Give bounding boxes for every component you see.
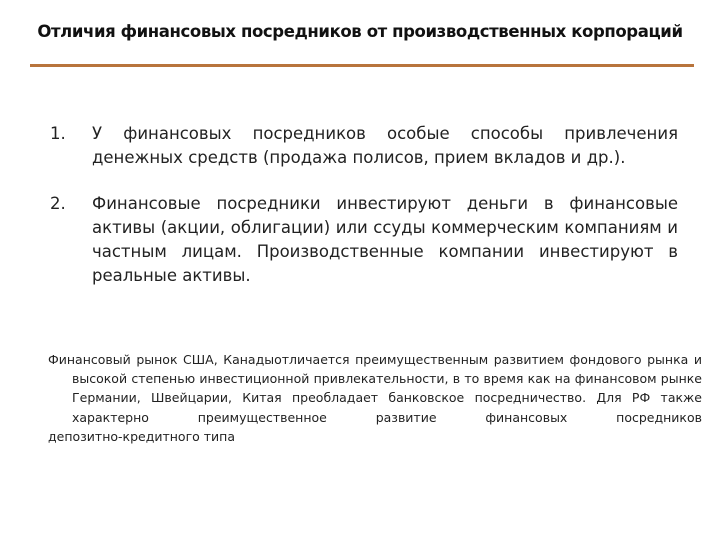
list-item <box>50 192 678 288</box>
list-item <box>50 122 678 170</box>
list-item-number: 2. <box>50 194 66 213</box>
list-item-text: У финансовых посредников особые способы привлечения денежных средств (продажа полисов, прием вкладов и др.). <box>92 124 678 167</box>
market-note <box>48 350 702 446</box>
list-item-text: Финансовые посредники инвестируют деньги в финансовые активы (акции, облигации) или ссуды коммерческим компаниям и частным лицам. Производственные компании инвестируют в реальные активы. <box>92 194 678 285</box>
market-note-last-line: депозитно-кредитного типа <box>48 428 236 444</box>
list-item-number: 1. <box>50 124 66 143</box>
title-divider <box>30 64 694 67</box>
slide-title: Отличия финансовых посредников от производственных корпораций <box>37 22 683 41</box>
market-note-text: Финансовый рынок США, Канадыотличается преимущественным развитием фондового рынка и высокой степенью инвестиционной привлекательности, в то время как на финансовом рынке Германии, Швейцарии, Китая преобладает банковское посредничество. Для РФ также характерно преимущественное развитие финансовых посредников <box>48 352 702 425</box>
differences-list <box>50 122 678 288</box>
